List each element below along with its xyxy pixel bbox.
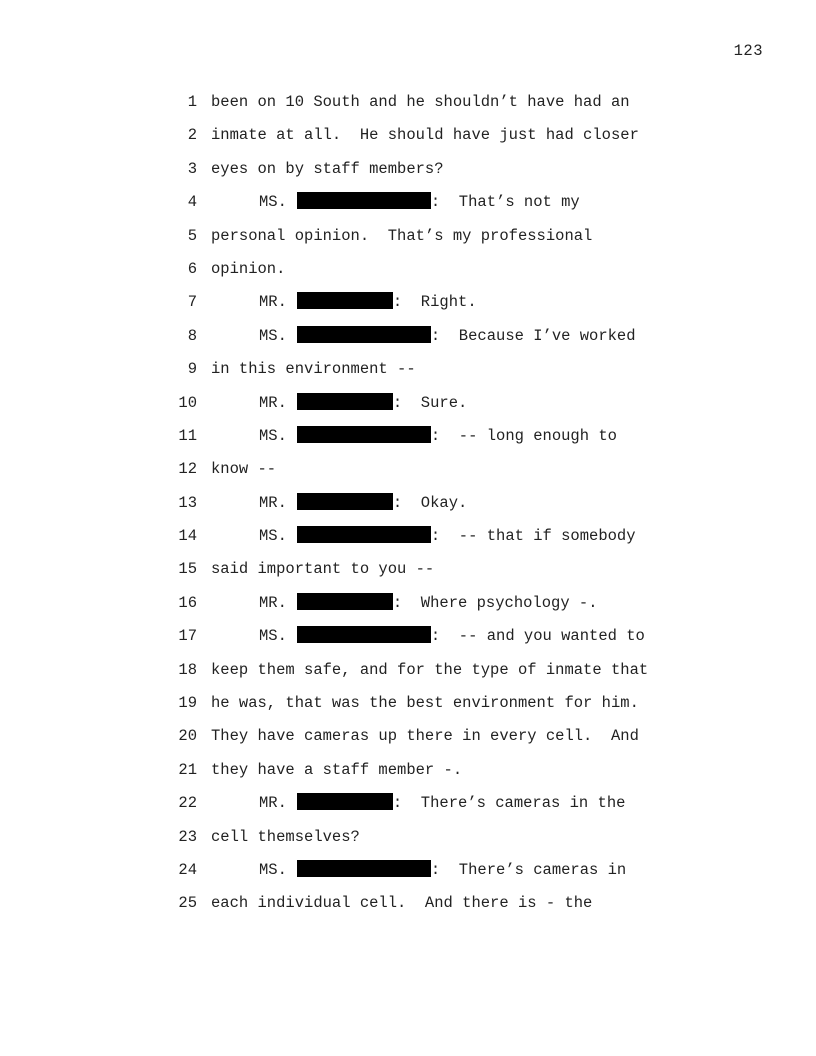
line-number: 11 bbox=[178, 426, 197, 445]
line-number: 6 bbox=[187, 259, 197, 278]
line-number: 13 bbox=[178, 493, 197, 512]
spoken-text: : There’s cameras in the bbox=[392, 794, 626, 813]
line-text: keep them safe, and for the type of inmate that bbox=[211, 660, 649, 679]
spoken-text: : -- and you wanted to bbox=[430, 627, 645, 646]
transcript-line bbox=[0, 286, 816, 319]
line-number: 10 bbox=[178, 393, 197, 412]
line-number: 22 bbox=[178, 794, 197, 813]
line-number: 14 bbox=[178, 527, 197, 546]
redaction-box bbox=[297, 526, 431, 543]
line-text bbox=[259, 186, 580, 219]
line-text: cell themselves? bbox=[211, 827, 360, 846]
transcript-line bbox=[0, 86, 816, 119]
speaker-label: MR. bbox=[259, 593, 287, 612]
line-text bbox=[259, 520, 636, 553]
redaction-box bbox=[297, 493, 393, 510]
spoken-text: : Okay. bbox=[392, 493, 468, 512]
spoken-text: : Sure. bbox=[392, 393, 468, 412]
transcript-line bbox=[0, 220, 816, 253]
line-number: 23 bbox=[178, 827, 197, 846]
line-number: 5 bbox=[187, 226, 197, 245]
speaker-label: MS. bbox=[259, 527, 287, 546]
transcript-line bbox=[0, 620, 816, 653]
speaker-label: MS. bbox=[259, 426, 287, 445]
line-text bbox=[259, 387, 467, 420]
spoken-text: : -- that if somebody bbox=[430, 527, 636, 546]
redaction-box bbox=[297, 593, 393, 610]
spoken-text: : There’s cameras in bbox=[430, 860, 627, 879]
line-text: know -- bbox=[211, 460, 277, 479]
line-number: 1 bbox=[187, 93, 197, 111]
spoken-text: : Where psychology -. bbox=[392, 593, 598, 612]
spoken-text: : Right. bbox=[392, 293, 477, 312]
line-number: 21 bbox=[178, 760, 197, 779]
speaker-label: MS. bbox=[259, 193, 287, 212]
speaker-label: MR. bbox=[259, 293, 287, 312]
line-text: they have a staff member -. bbox=[211, 760, 463, 779]
transcript-line bbox=[0, 453, 816, 486]
page-number: 123 bbox=[733, 42, 763, 60]
spoken-text: : -- long enough to bbox=[430, 426, 617, 445]
transcript-line bbox=[0, 153, 816, 186]
transcript-line bbox=[0, 420, 816, 453]
line-number: 9 bbox=[187, 360, 197, 379]
line-text bbox=[259, 620, 645, 653]
transcript-line bbox=[0, 787, 816, 820]
transcript-line bbox=[0, 320, 816, 353]
transcript-line bbox=[0, 553, 816, 586]
line-text: he was, that was the best environment for him. bbox=[211, 694, 639, 713]
transcript-line bbox=[0, 520, 816, 553]
line-text: They have cameras up there in every cell. And bbox=[211, 727, 639, 746]
redaction-box bbox=[297, 626, 431, 643]
line-number: 2 bbox=[187, 126, 197, 145]
transcript-line bbox=[0, 587, 816, 620]
line-text: been on 10 South and he shouldn’t have had an bbox=[211, 93, 630, 111]
redaction-box bbox=[297, 192, 431, 209]
line-number: 4 bbox=[187, 193, 197, 212]
line-text bbox=[259, 286, 477, 319]
line-text: eyes on by staff members? bbox=[211, 159, 444, 178]
line-number: 15 bbox=[178, 560, 197, 579]
speaker-label: MR. bbox=[259, 493, 287, 512]
redaction-box bbox=[297, 860, 431, 877]
speaker-label: MS. bbox=[259, 326, 287, 345]
redaction-box bbox=[297, 326, 431, 343]
transcript-line bbox=[0, 654, 816, 687]
speaker-label: MR. bbox=[259, 794, 287, 813]
transcript-line bbox=[0, 821, 816, 854]
line-number: 25 bbox=[178, 894, 197, 913]
line-number: 12 bbox=[178, 460, 197, 479]
line-text: in this environment -- bbox=[211, 360, 416, 379]
line-number: 24 bbox=[178, 860, 197, 879]
line-number: 19 bbox=[178, 694, 197, 713]
transcript-line bbox=[0, 754, 816, 787]
transcript-line bbox=[0, 119, 816, 152]
redaction-box bbox=[297, 426, 431, 443]
line-number: 18 bbox=[178, 660, 197, 679]
transcript-line bbox=[0, 487, 816, 520]
line-text bbox=[259, 320, 636, 353]
redaction-box bbox=[297, 793, 393, 810]
speaker-label: MR. bbox=[259, 393, 287, 412]
line-number: 3 bbox=[187, 159, 197, 178]
line-text bbox=[259, 420, 617, 453]
line-number: 17 bbox=[178, 627, 197, 646]
transcript-line bbox=[0, 186, 816, 219]
speaker-label: MS. bbox=[259, 860, 287, 879]
transcript-line bbox=[0, 854, 816, 887]
line-text: each individual cell. And there is - the bbox=[211, 894, 593, 913]
line-number: 20 bbox=[178, 727, 197, 746]
spoken-text: : Because I’ve worked bbox=[430, 326, 636, 345]
line-text: personal opinion. That’s my professional bbox=[211, 226, 593, 245]
line-text bbox=[259, 587, 598, 620]
transcript-line bbox=[0, 720, 816, 753]
line-text: said important to you -- bbox=[211, 560, 435, 579]
transcript-line bbox=[0, 687, 816, 720]
transcript-body bbox=[0, 86, 816, 921]
line-number: 16 bbox=[178, 593, 197, 612]
line-text bbox=[259, 854, 626, 887]
redaction-box bbox=[297, 393, 393, 410]
line-text: inmate at all. He should have just had closer bbox=[211, 126, 639, 145]
redaction-box bbox=[297, 292, 393, 309]
line-text: opinion. bbox=[211, 259, 286, 278]
transcript-line bbox=[0, 887, 816, 920]
transcript-line bbox=[0, 387, 816, 420]
spoken-text: : That’s not my bbox=[430, 193, 580, 212]
line-text bbox=[259, 787, 625, 820]
speaker-label: MS. bbox=[259, 627, 287, 646]
line-number: 7 bbox=[187, 293, 197, 312]
transcript-line bbox=[0, 253, 816, 286]
line-text bbox=[259, 487, 467, 520]
transcript-line bbox=[0, 353, 816, 386]
line-number: 8 bbox=[187, 326, 197, 345]
